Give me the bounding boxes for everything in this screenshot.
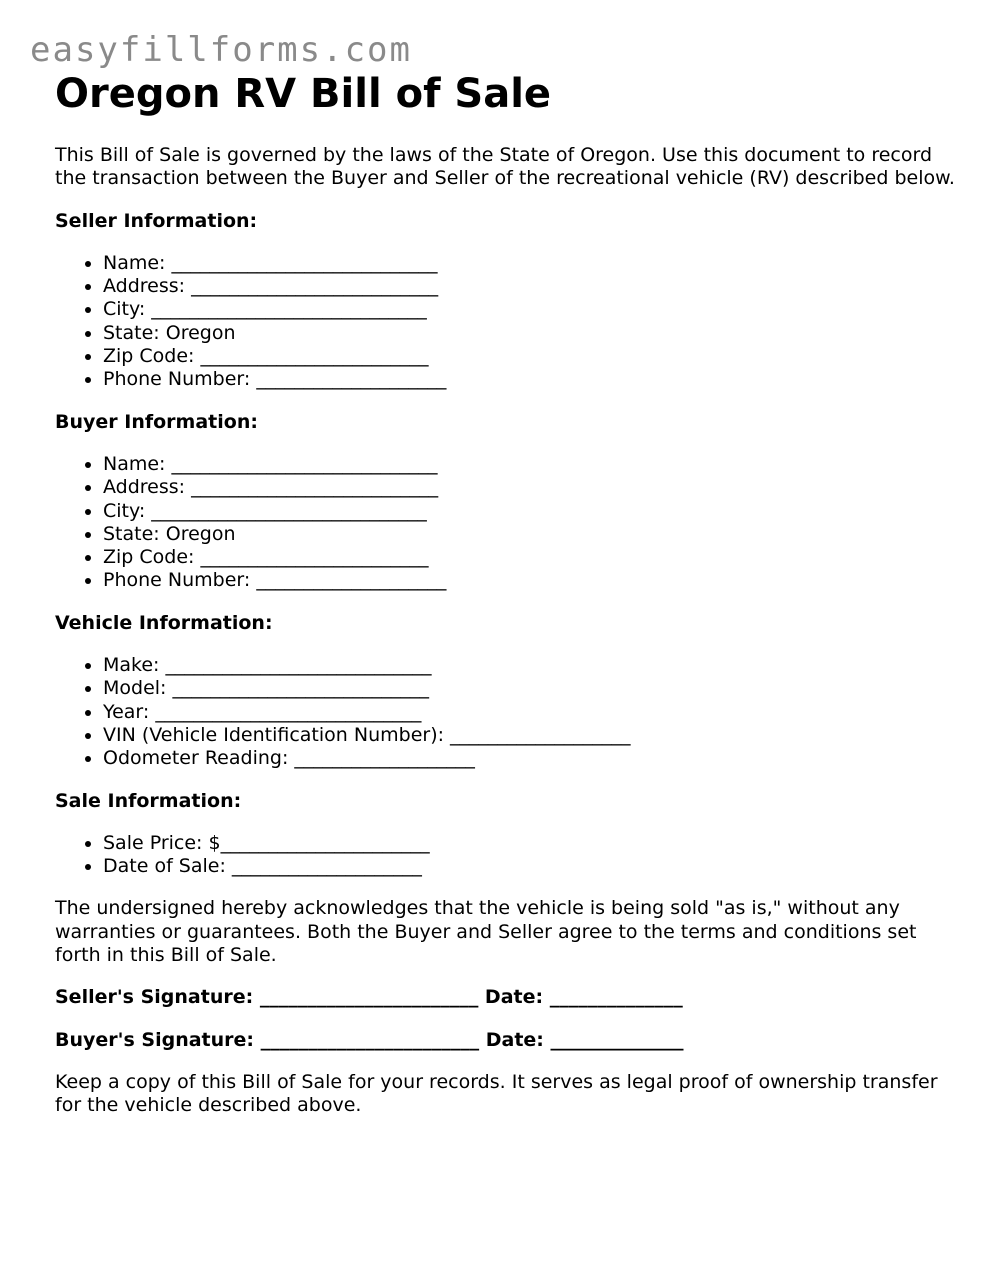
seller-state: • State: Oregon: [103, 322, 955, 345]
vehicle-model-field[interactable]: • Model: ___________________________: [103, 677, 955, 700]
sale-list: [55, 832, 955, 879]
seller-signature-line[interactable]: Seller's Signature: _______________________ Date: ______________: [55, 986, 683, 1009]
vehicle-heading: Vehicle Information:: [55, 611, 273, 634]
buyer-phone-field[interactable]: • Phone Number: ____________________: [103, 569, 955, 592]
buyer-state: • State: Oregon: [103, 523, 955, 546]
buyer-address-field[interactable]: • Address: __________________________: [103, 476, 955, 499]
intro-paragraph: This Bill of Sale is governed by the laws of the State of Oregon. Use this document to record the transaction between the Buyer and Seller of the recreational vehicle (RV) described below.: [55, 144, 955, 190]
vehicle-make-field[interactable]: • Make: ____________________________: [103, 654, 955, 677]
sale-heading: Sale Information:: [55, 789, 242, 812]
acknowledgment-paragraph: The undersigned hereby acknowledges that the vehicle is being sold "as is," without any warranties or guarantees. Both the Buyer and Seller agree to the terms and conditions set forth in this Bill of Sale.: [55, 897, 917, 967]
seller-phone-field[interactable]: • Phone Number: ____________________: [103, 368, 955, 391]
buyer-signature-line[interactable]: Buyer's Signature: _______________________ Date: ______________: [55, 1028, 684, 1051]
seller-zip-field[interactable]: • Zip Code: ________________________: [103, 345, 955, 368]
seller-list: [55, 252, 955, 392]
buyer-city-field[interactable]: • City: _____________________________: [103, 500, 955, 523]
buyer-zip-field[interactable]: • Zip Code: ________________________: [103, 546, 955, 569]
sale-price-field[interactable]: • Sale Price: $______________________: [103, 832, 955, 855]
vehicle-year-field[interactable]: • Year: ____________________________: [103, 701, 955, 724]
seller-address-field[interactable]: • Address: __________________________: [103, 275, 955, 298]
seller-heading: Seller Information:: [55, 209, 258, 232]
vehicle-odometer-field[interactable]: • Odometer Reading: ___________________: [103, 747, 955, 770]
vehicle-vin-field[interactable]: • VIN (Vehicle Identification Number): ___________________: [103, 724, 955, 747]
seller-name-field[interactable]: • Name: ____________________________: [103, 252, 955, 275]
buyer-list: [55, 453, 955, 593]
buyer-name-field[interactable]: • Name: ____________________________: [103, 453, 955, 476]
seller-city-field[interactable]: • City: _____________________________: [103, 298, 955, 321]
page-title: Oregon RV Bill of Sale: [55, 71, 552, 117]
document-page: [55, 68, 955, 1118]
sale-date-field[interactable]: • Date of Sale: ____________________: [103, 855, 955, 878]
watermark: easyfillforms.com: [30, 30, 412, 70]
buyer-heading: Buyer Information:: [55, 410, 258, 433]
vehicle-list: [55, 654, 955, 770]
closing-paragraph: Keep a copy of this Bill of Sale for your records. It serves as legal proof of ownership transfer for the vehicle described above.: [55, 1070, 938, 1117]
